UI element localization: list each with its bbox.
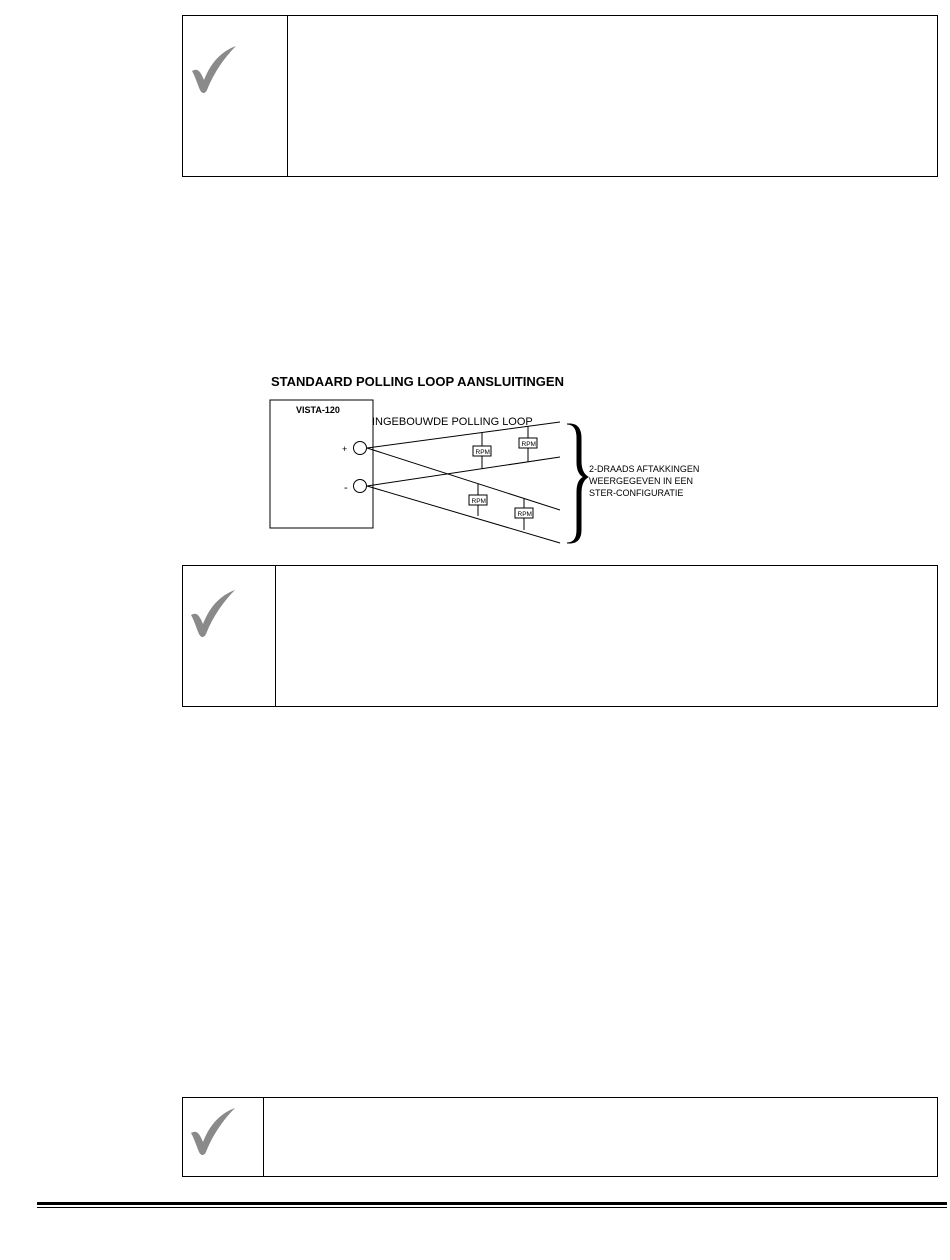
plus-terminal-label: + (342, 444, 348, 454)
wire (367, 448, 560, 510)
rpm-label: RPM (517, 511, 532, 518)
check-icon (189, 44, 239, 96)
note-icon-cell (183, 1098, 264, 1176)
note-box-3 (182, 1097, 938, 1177)
minus-terminal (354, 480, 367, 493)
loop-label: INGEBOUWDE POLLING LOOP (372, 416, 533, 428)
wire (367, 457, 560, 486)
check-icon (188, 588, 238, 640)
curly-brace (567, 424, 588, 543)
rpm-label: RPM (521, 441, 536, 448)
control-panel-box (270, 400, 373, 528)
footer-rule-thin (37, 1207, 947, 1208)
rpm-label: RPM (475, 449, 490, 456)
polling-loop-diagram (258, 368, 738, 558)
brace-text-line-3: STER-CONFIGURATIE (589, 488, 684, 498)
minus-terminal-label: - (344, 482, 348, 494)
footer-rule-thick (37, 1202, 947, 1205)
panel-label: VISTA-120 (296, 405, 340, 415)
check-icon (188, 1106, 238, 1158)
diagram-title: STANDAARD POLLING LOOP AANSLUITINGEN (271, 374, 564, 389)
plus-terminal (354, 442, 367, 455)
note-icon-cell (183, 16, 288, 176)
rpm-label: RPM (471, 498, 486, 505)
note-icon-cell (183, 566, 276, 706)
note-box-2 (182, 565, 938, 707)
brace-text-line-2: WEERGEGEVEN IN EEN (589, 476, 694, 486)
note-box-1 (182, 15, 938, 177)
brace-text-line-1: 2-DRAADS AFTAKKINGEN (589, 464, 700, 474)
